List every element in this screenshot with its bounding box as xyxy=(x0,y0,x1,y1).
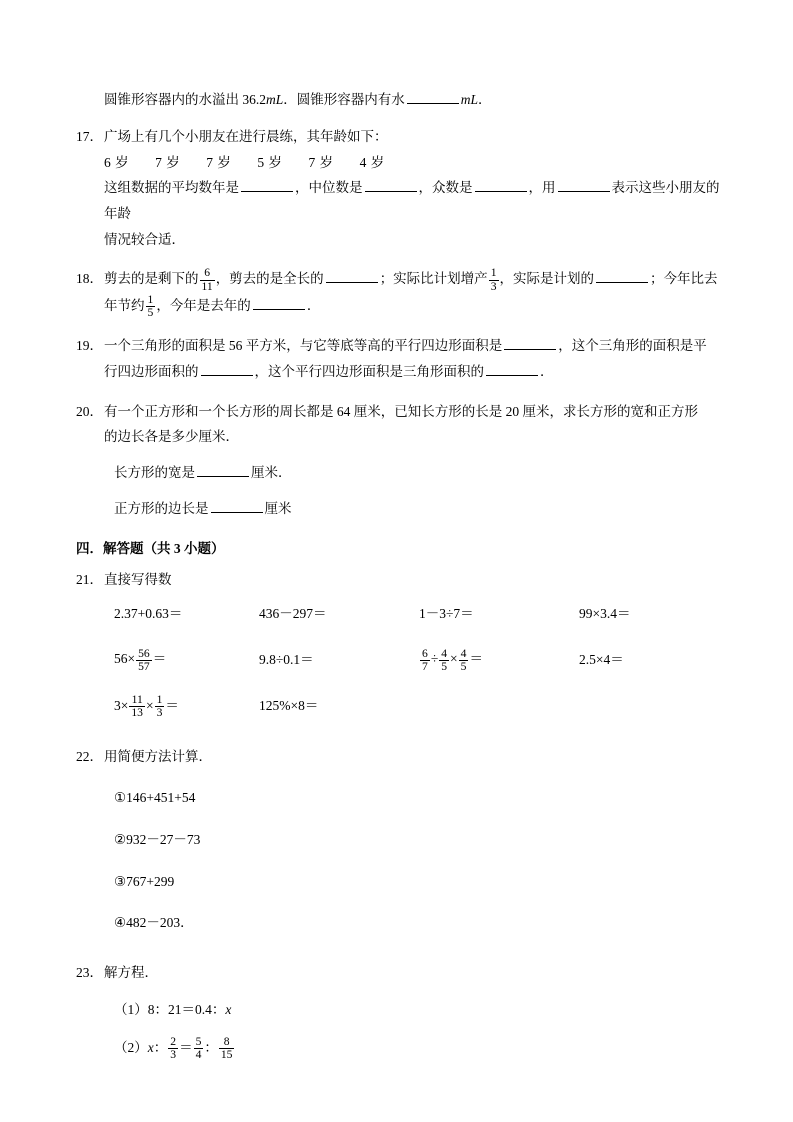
q22-item-3: ③767+299 xyxy=(114,873,175,889)
fraction-denominator: 5 xyxy=(441,659,448,673)
calc-item-7-post: ＝ xyxy=(469,651,483,667)
fraction-numerator: 4 xyxy=(441,646,448,660)
q20-text-a: 有一个正方形和一个长方形的周长都是 64 厘米，已知长方形的长是 20 厘米，求长方形的宽和正方形 xyxy=(104,403,698,419)
q23-eq2-variable: x xyxy=(147,1040,154,1056)
question-21-stem xyxy=(76,567,727,593)
calc-item-7 xyxy=(419,646,579,673)
fraction-6-7 xyxy=(420,648,430,673)
fraction-denominator: 3 xyxy=(490,279,497,293)
question-23-stem-text: 解方程． xyxy=(104,964,158,980)
fraction-1-3 xyxy=(155,694,165,719)
q20-sub1-b: 厘米． xyxy=(251,464,292,480)
calc-item-6: 9.8÷0.1＝ xyxy=(259,651,314,667)
fraction-denominator: 5 xyxy=(147,306,154,320)
calc-item-9-pre: 3× xyxy=(114,698,129,714)
section-title-four: 四．解答题（共 3 小题） xyxy=(76,541,225,557)
q23-equation-2 xyxy=(76,1035,727,1062)
question-19-line2 xyxy=(76,359,727,385)
q20-sub2-a: 正方形的边长是 xyxy=(114,500,209,516)
q18-text-h: ． xyxy=(306,297,321,313)
question-21-number: 21． xyxy=(76,572,103,588)
answer-blank[interactable] xyxy=(197,464,249,476)
fraction-numerator: 8 xyxy=(219,1036,235,1049)
continuation-text-mid: ．圆锥形容器内有水 xyxy=(283,92,405,107)
calc-item-8: 2.5×4＝ xyxy=(579,651,624,667)
fraction-numerator: 11 xyxy=(129,694,145,707)
answer-blank[interactable] xyxy=(211,500,263,512)
q17-text-e: 表示这些小朋友的年龄 xyxy=(104,180,720,221)
age-value-6: 4 岁 xyxy=(359,154,385,170)
fraction-5-4 xyxy=(194,1036,204,1061)
calc-item-4: 99×3.4＝ xyxy=(579,605,631,621)
calc-item-5-pre: 56× xyxy=(114,651,136,667)
q17-text-a: 这组数据的平均数年是 xyxy=(104,180,239,196)
question-17-ages xyxy=(76,150,727,176)
question-19-number: 19． xyxy=(76,338,103,354)
q20-sub2-b: 厘米 xyxy=(264,500,292,516)
q17-text-c: ，众数是 xyxy=(418,180,473,196)
answer-blank[interactable] xyxy=(201,364,253,376)
fraction-4-5-b xyxy=(459,648,469,673)
q17-text-f: 情况较合适． xyxy=(104,231,185,247)
question-23 xyxy=(76,960,727,1062)
q18-text-a: 剪去的是剩下的 xyxy=(104,271,199,287)
question-18-line2 xyxy=(76,293,727,320)
question-17-line3 xyxy=(76,227,727,253)
continuation-unit-1: mL xyxy=(266,92,284,107)
answer-blank[interactable] xyxy=(365,180,417,192)
fraction-numerator: 1 xyxy=(156,693,163,707)
question-22-number: 22． xyxy=(76,748,103,764)
answer-blank[interactable] xyxy=(504,338,556,350)
fraction-numerator: 5 xyxy=(195,1035,202,1049)
fraction-56-57 xyxy=(136,648,152,673)
age-value-2: 7 岁 xyxy=(155,154,181,170)
question-20-line1 xyxy=(76,399,727,425)
fraction-numerator: 1 xyxy=(147,292,154,306)
q20-sub1-a: 长方形的宽是 xyxy=(114,464,195,480)
fraction-1-5 xyxy=(146,294,156,319)
q18-text-c: ；实际比计划增产 xyxy=(379,271,488,287)
q18-text-e: ；今年比去 xyxy=(650,271,718,287)
question-18 xyxy=(76,266,727,319)
answer-blank[interactable] xyxy=(475,180,527,192)
question-18-number: 18． xyxy=(76,271,103,287)
fraction-numerator: 56 xyxy=(138,646,150,660)
question-23-stem xyxy=(76,960,727,986)
fraction-numerator: 1 xyxy=(490,266,497,280)
fraction-denominator: 11 xyxy=(201,279,213,293)
question-23-number: 23． xyxy=(76,964,103,980)
q20-text-b: 的边长各是多少厘米． xyxy=(104,429,239,445)
calc-item-3: 1－3÷7＝ xyxy=(419,605,474,621)
fraction-denominator: 15 xyxy=(220,1048,233,1062)
continuation-text-pre: 圆锥形容器内的水溢出 36.2 xyxy=(104,92,266,107)
q22-item-1: ①146+451+54 xyxy=(114,790,196,806)
calc-item-9 xyxy=(114,693,259,720)
q23-eq2-colon2: ： xyxy=(204,1040,218,1056)
q19-text-a: 一个三角形的面积是 56 平方米，与它等底等高的平行四边形面积是 xyxy=(104,338,503,354)
question-20-number: 20． xyxy=(76,403,103,419)
question-17-number: 17． xyxy=(76,129,103,144)
question-17-stem-text: 广场上有几个小朋友在进行晨练，其年龄如下： xyxy=(104,129,388,144)
q18-text-g: ，今年是去年的 xyxy=(156,297,251,313)
q17-text-d: ，用 xyxy=(528,180,556,196)
fraction-denominator: 3 xyxy=(156,706,163,720)
q22-item-2: ②932－27－73 xyxy=(114,831,201,847)
continuation-unit-2: mL xyxy=(460,92,479,107)
question-21-stem-text: 直接写得数 xyxy=(104,572,172,588)
question-20-line2 xyxy=(76,424,727,450)
q23-eq2-label: （2） xyxy=(114,1040,148,1056)
continuation-line xyxy=(76,88,727,108)
age-value-5: 7 岁 xyxy=(308,154,334,170)
q17-text-b: ，中位数是 xyxy=(295,180,363,196)
q19-text-b: ，这个三角形的面积是平 xyxy=(558,338,707,354)
calc-item-7-mid2: × xyxy=(450,651,458,667)
fraction-numerator: 4 xyxy=(460,646,467,660)
fraction-4-5-a xyxy=(439,648,449,673)
age-value-3: 7 岁 xyxy=(206,154,232,170)
answer-blank[interactable] xyxy=(253,297,305,309)
q23-eq1-label: （1）8：21＝0.4： xyxy=(114,1002,226,1018)
calc-item-2: 436－297＝ xyxy=(259,605,327,621)
question-22-stem-text: 用简便方法计算． xyxy=(104,748,212,764)
fraction-8-15 xyxy=(219,1036,235,1061)
question-21-calculation-grid xyxy=(76,601,727,720)
fraction-denominator: 13 xyxy=(131,706,143,720)
question-20-sub1 xyxy=(76,460,727,486)
fraction-denominator: 4 xyxy=(195,1048,202,1062)
fraction-2-3 xyxy=(168,1036,178,1061)
fraction-6-11 xyxy=(200,267,215,292)
fraction-denominator: 57 xyxy=(138,659,150,673)
question-19 xyxy=(76,333,727,384)
fraction-numerator: 6 xyxy=(422,646,428,660)
q18-text-d: ，实际是计划的 xyxy=(499,271,594,287)
calc-item-10: 125%×8＝ xyxy=(259,698,319,714)
calc-item-9-mid: × xyxy=(145,698,154,714)
fraction-denominator: 5 xyxy=(460,659,467,673)
fraction-1-3 xyxy=(489,267,499,292)
age-value-4: 5 岁 xyxy=(257,154,283,170)
q18-text-b: ，剪去的是全长的 xyxy=(215,271,324,287)
answer-blank[interactable] xyxy=(407,92,459,104)
question-20-sub2 xyxy=(76,496,727,522)
fraction-numerator: 6 xyxy=(200,267,215,280)
q18-text-f: 年节约 xyxy=(104,297,145,313)
question-20 xyxy=(76,399,727,522)
q23-equation-1 xyxy=(76,997,727,1023)
fraction-11-13 xyxy=(129,694,145,719)
q23-eq1-variable: x xyxy=(225,1002,232,1018)
age-value-1: 6 岁 xyxy=(104,154,130,170)
question-17 xyxy=(76,124,727,252)
q19-text-e: ． xyxy=(540,363,554,379)
q19-text-d: ，这个平行四边形面积是三角形面积的 xyxy=(254,363,484,379)
question-22-stem xyxy=(76,744,727,770)
question-18-line1 xyxy=(76,266,727,293)
q23-eq2-colon: ： xyxy=(153,1040,168,1056)
q19-text-c: 行四边形面积的 xyxy=(104,363,199,379)
question-17-line2 xyxy=(76,175,727,226)
q22-item-4: ④482－203． xyxy=(114,915,194,931)
answer-blank[interactable] xyxy=(596,271,648,283)
question-17-stem xyxy=(76,124,727,150)
answer-blank[interactable] xyxy=(558,180,610,192)
question-21 xyxy=(76,567,727,719)
calc-item-5-post: ＝ xyxy=(152,651,167,667)
q23-eq2-equals: ＝ xyxy=(179,1040,193,1056)
calc-item-5 xyxy=(114,646,259,673)
calc-item-1: 2.37+0.63＝ xyxy=(114,605,183,621)
answer-blank[interactable] xyxy=(241,180,293,192)
question-22 xyxy=(76,744,727,936)
answer-blank[interactable] xyxy=(486,364,538,376)
question-19-line1 xyxy=(76,333,727,359)
answer-blank[interactable] xyxy=(326,271,378,283)
fraction-denominator: 3 xyxy=(170,1048,177,1062)
fraction-numerator: 2 xyxy=(170,1035,177,1049)
fraction-denominator: 7 xyxy=(422,659,428,673)
continuation-text-end: ． xyxy=(478,92,492,107)
calc-item-7-mid: ÷ xyxy=(430,651,439,667)
calc-item-9-post: ＝ xyxy=(165,698,179,714)
